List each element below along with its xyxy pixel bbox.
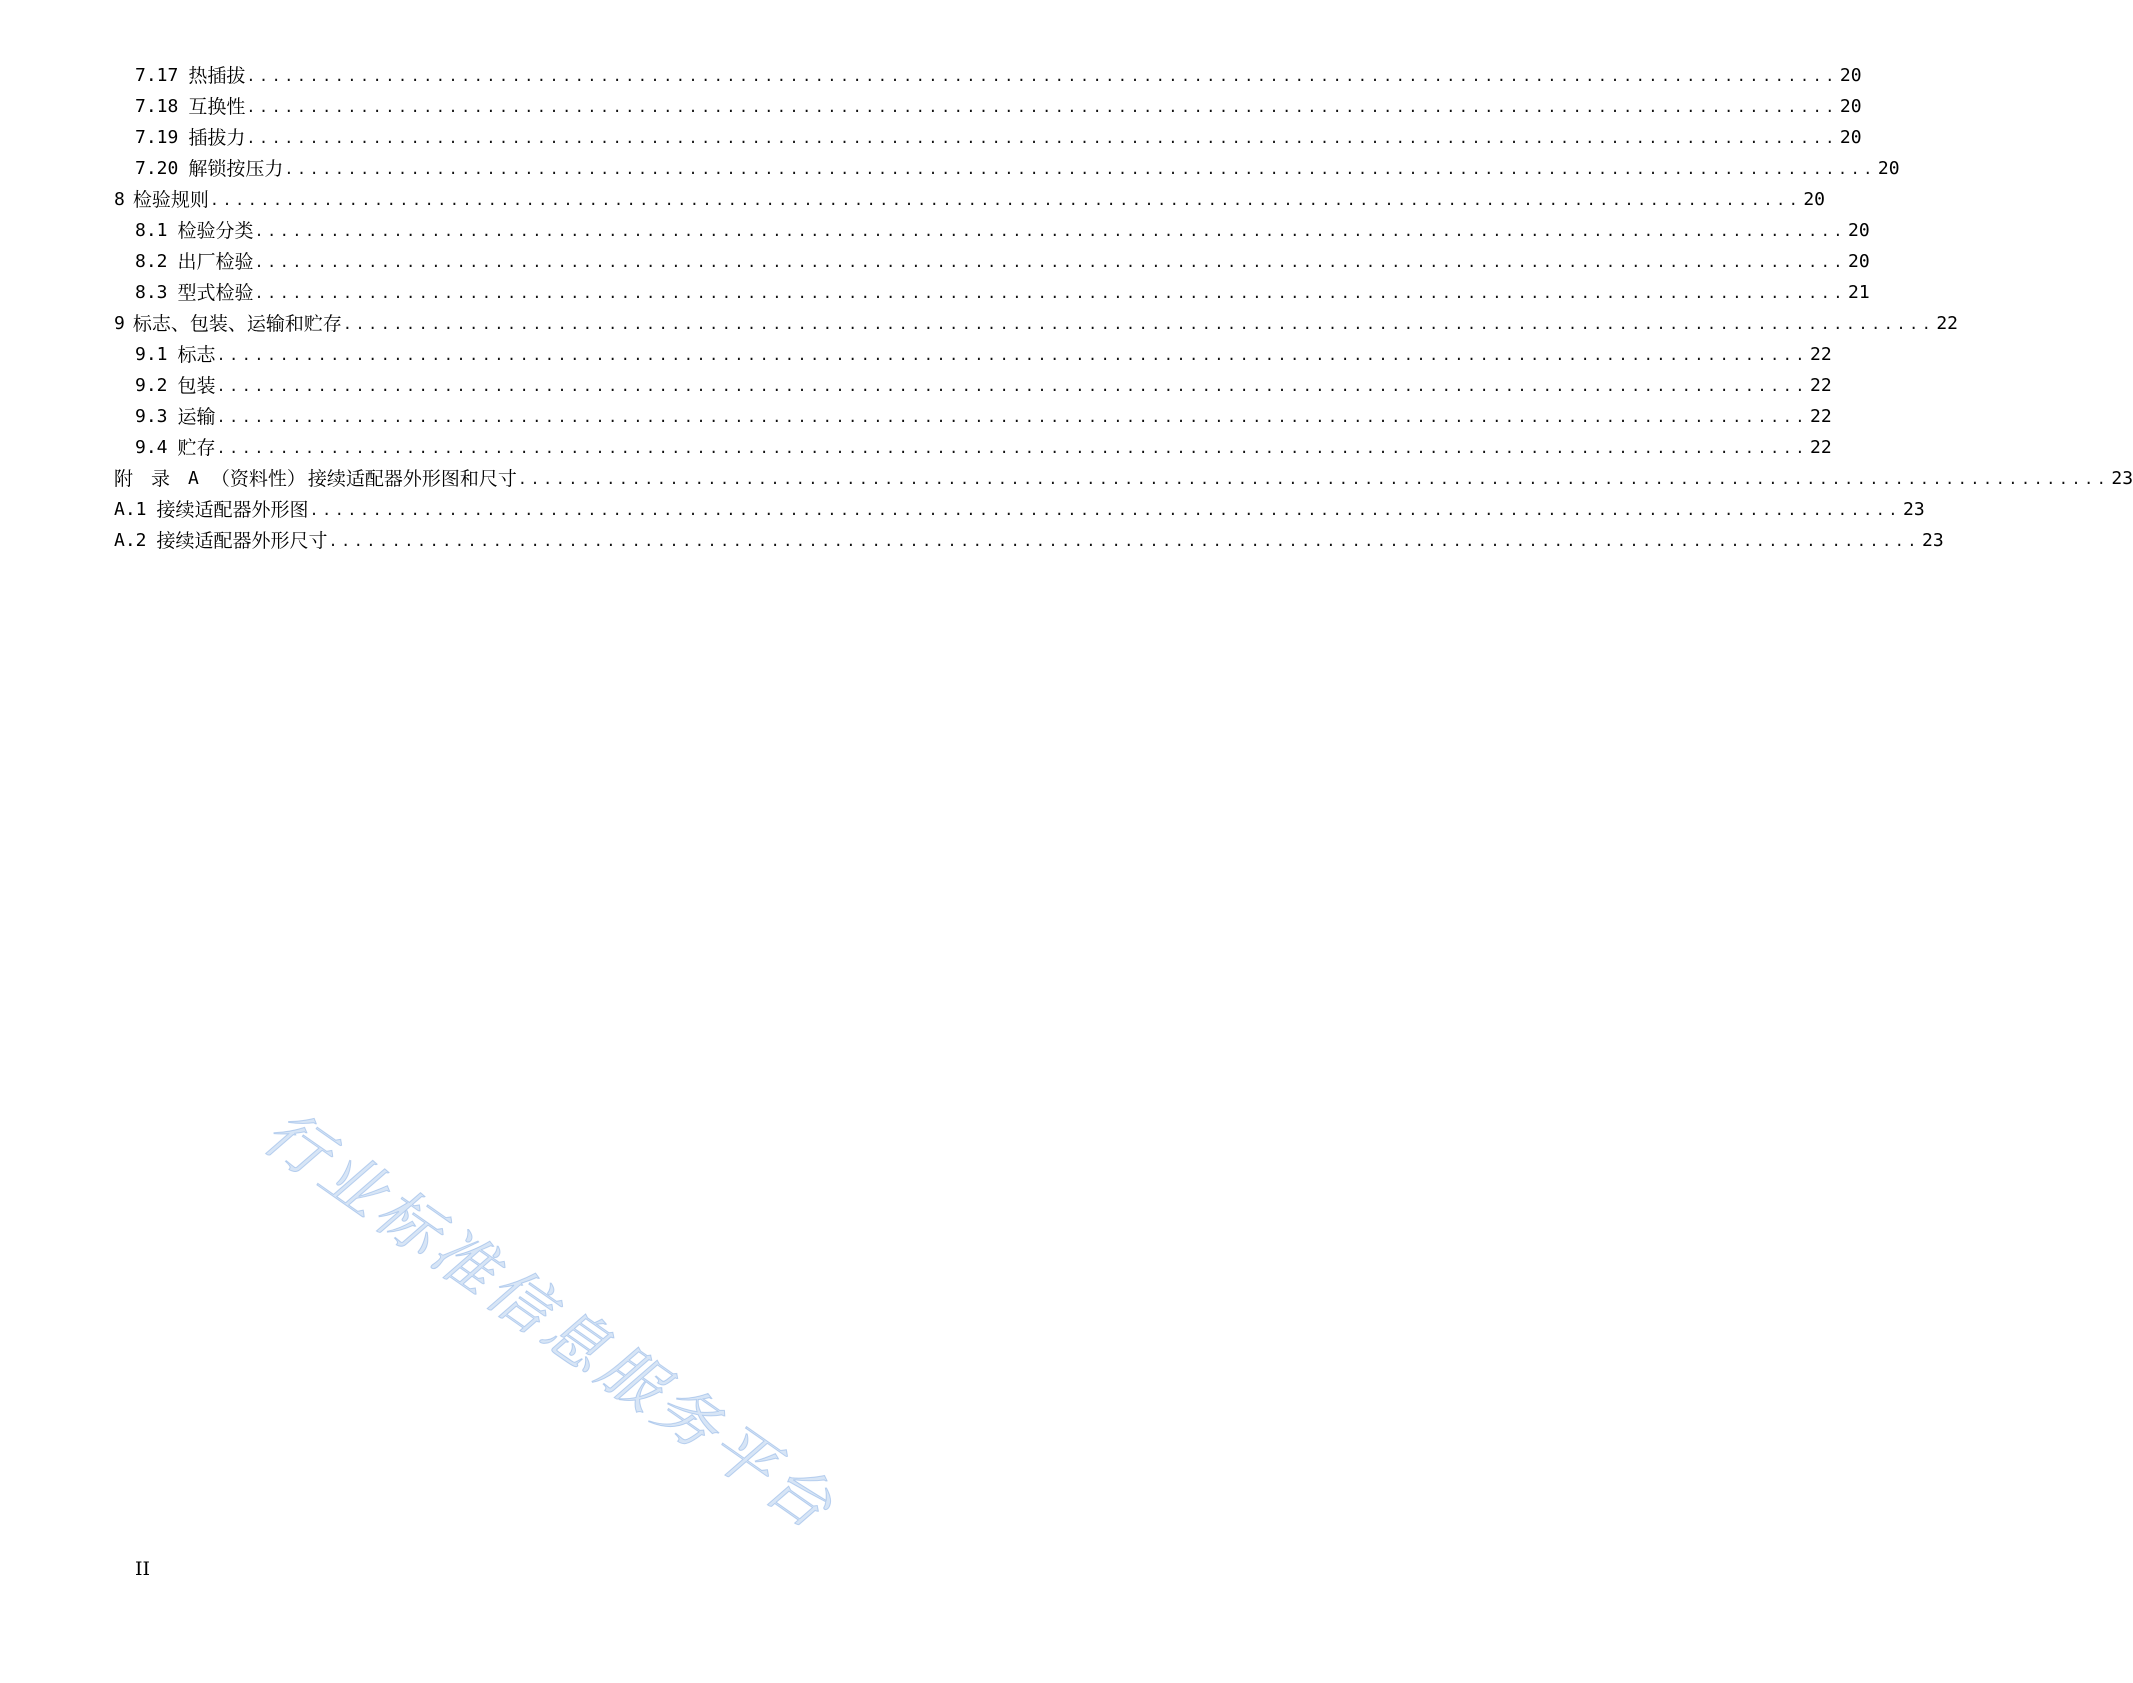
toc-leader-dots: .............................................................................................................................. [328,532,1921,550]
toc-leader-dots: .............................................................................................................................. [216,408,1809,426]
toc-entry-9-2[interactable] [135,368,1832,398]
toc-entry-page: 20 [1839,96,1862,117]
toc-entry-page: 23 [1922,530,1944,551]
toc-entry-number: 7.20 [135,158,179,179]
toc-entry-number: 8.1 [135,220,168,241]
toc-entry-number: 7.17 [135,65,179,86]
toc-entry-number: 8.2 [135,251,168,272]
toc-entry-number: 7.19 [135,127,179,148]
toc-leader-dots: .............................................................................................................................. [246,67,1838,85]
toc-entry-title: 检验规则 [132,189,209,211]
toc-entry-7-20[interactable] [135,151,1900,181]
toc-entry-title: 接续适配器外形尺寸 [156,530,328,552]
toc-entry-page: 20 [1839,127,1862,148]
annex-label: 附录 [114,468,189,490]
toc-leader-dots: .............................................................................................................................. [284,160,1876,178]
toc-entry-title: 接续适配器外形图 [156,499,309,521]
toc-entry-title: 标志、包装、运输和贮存 [132,313,342,335]
toc-entry-7-17[interactable] [135,58,1862,88]
toc-entry-title: 贮存 [177,437,216,459]
toc-leader-dots: .............................................................................................................................. [342,315,1935,333]
toc-leader-dots: .............................................................................................................................. [254,284,1847,302]
page-number: II [135,1558,151,1580]
toc-entry-page: 22 [1810,406,1832,427]
toc-entry-9-3[interactable] [135,399,1832,429]
toc-entry-title: 检验分类 [177,220,254,242]
toc-entry-8-1[interactable] [135,213,1870,243]
toc-entry-9[interactable] [114,306,1959,336]
toc-entry-number: A.1 [114,499,147,520]
toc-entry-number: 9.1 [135,344,168,365]
toc-entry-page: 22 [1810,437,1832,458]
toc-leader-dots: .............................................................................................................................. [209,191,1802,209]
toc-entry-title: 插拔力 [188,127,246,149]
toc-entry-title: 热插拔 [188,65,246,87]
toc-entry-page: 22 [1810,375,1832,396]
toc-entry-title: 运输 [177,406,216,428]
toc-entry-page: 23 [2111,468,2133,489]
toc-leader-dots: .............................................................................................................................. [254,222,1847,240]
toc-leader-dots: .............................................................................................................................. [254,253,1847,271]
toc-entry-page: 23 [1903,499,1925,520]
annex-type: （资料性） [210,468,306,490]
toc-entry-a-2[interactable] [114,523,1944,553]
toc-leader-dots: .............................................................................................................................. [246,98,1838,116]
toc-entry-8-3[interactable] [135,275,1870,305]
toc-leader-dots: .............................................................................................................................. [246,129,1838,147]
toc-entry-annex-a[interactable] [114,461,2133,491]
toc-entry-9-4[interactable] [135,430,1832,460]
toc-entry-number: 9 [114,313,125,334]
toc-leader-dots: .............................................................................................................................. [216,439,1809,457]
toc-entry-title: 出厂检验 [177,251,254,273]
annex-letter: A [188,468,199,489]
toc-entry-title: 接续适配器外形图和尺寸 [307,468,517,490]
toc-entry-7-18[interactable] [135,89,1862,119]
toc-entry-8-2[interactable] [135,244,1870,274]
toc-entry-page: 20 [1848,251,1870,272]
toc-entry-page: 20 [1803,189,1826,210]
toc-entry-9-1[interactable] [135,337,1832,367]
toc-entry-number: 7.18 [135,96,179,117]
toc-entry-page: 22 [1810,344,1832,365]
toc-entry-page: 21 [1848,282,1870,303]
toc-entry-8[interactable] [114,182,1826,212]
toc-entry-number: 8.3 [135,282,168,303]
toc-entry-title: 标志 [177,344,216,366]
toc-entry-title: 型式检验 [177,282,254,304]
toc-leader-dots: .............................................................................................................................. [216,377,1809,395]
toc-leader-dots: .............................................................................................................................. [216,346,1809,364]
watermark-text: 行业标准信息服务平台 [250,1095,850,1546]
toc-entry-page: 20 [1877,158,1900,179]
toc-entry-title: 互换性 [188,96,246,118]
toc-entry-title: 解锁按压力 [188,158,284,180]
toc-entry-number: A.2 [114,530,147,551]
toc-leader-dots: .............................................................................................................................. [517,470,2110,488]
toc-entry-title: 包装 [177,375,216,397]
toc-entry-number: 9.3 [135,406,168,427]
toc-entry-7-19[interactable] [135,120,1862,150]
toc-entry-page: 22 [1936,313,1959,334]
toc-entry-page: 20 [1839,65,1862,86]
toc-entry-number: 8 [114,189,125,210]
toc-entry-number: 9.4 [135,437,168,458]
toc-leader-dots: .............................................................................................................................. [309,501,1902,519]
toc-entry-a-1[interactable] [114,492,1925,522]
toc-entry-page: 20 [1848,220,1870,241]
toc-entry-number: 9.2 [135,375,168,396]
